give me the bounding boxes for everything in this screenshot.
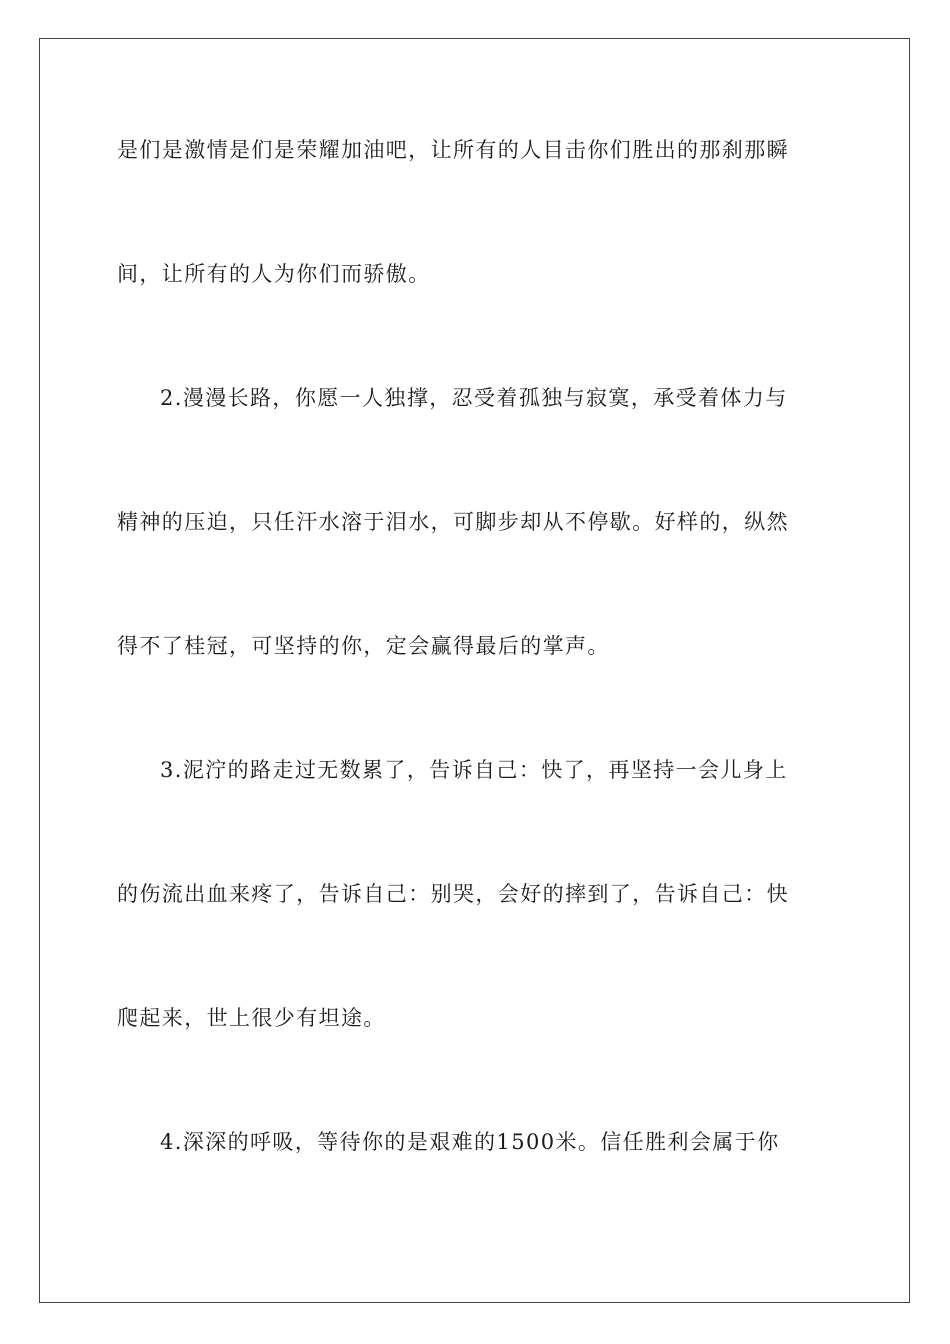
paragraph-2-line-2: 精神的压迫，只任汗水溶于泪水，可脚步却从不停歇。好样的，纵然 — [117, 510, 789, 534]
page-border — [39, 38, 910, 1303]
paragraph-1-line-1: 是们是激情是们是荣耀加油吧，让所有的人目击你们胜出的那刹那瞬 — [117, 138, 789, 162]
paragraph-3-line-1: 3.泥泞的路走过无数累了，告诉自己：快了，再坚持一会儿身上 — [160, 758, 788, 782]
paragraph-3-line-3: 爬起来，世上很少有坦途。 — [117, 1006, 386, 1030]
paragraph-3-line-2: 的伤流出血来疼了，告诉自己：别哭，会好的摔到了，告诉自己：快 — [117, 882, 789, 906]
paragraph-2-line-3: 得不了桂冠，可坚持的你，定会赢得最后的掌声。 — [117, 634, 610, 658]
paragraph-1-line-2: 间，让所有的人为你们而骄傲。 — [117, 262, 431, 286]
paragraph-4-line-1: 4.深深的呼吸，等待你的是艰难的1500米。信任胜利会属于你 — [160, 1130, 780, 1154]
paragraph-2-line-1: 2.漫漫长路，你愿一人独撑，忍受着孤独与寂寞，承受着体力与 — [160, 386, 788, 410]
